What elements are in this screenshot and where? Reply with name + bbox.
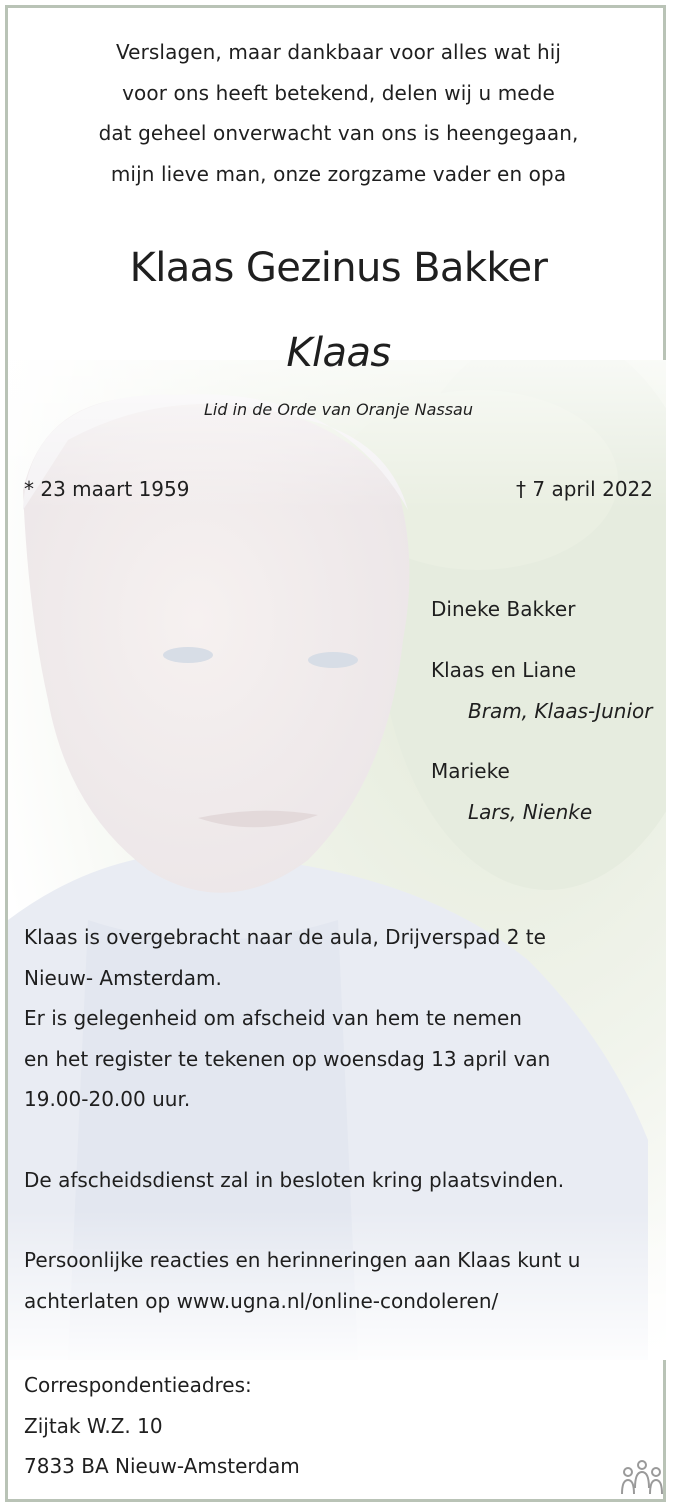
correspondence-street: Zijtak W.Z. 10	[24, 1413, 163, 1438]
people-group-icon	[620, 1458, 664, 1502]
family-spouse: Dineke Bakker	[431, 597, 576, 621]
condolence-line: Persoonlijke reacties en herinneringen aan Klaas kunt u	[24, 1248, 581, 1272]
condolence-text	[24, 1240, 664, 1321]
intro-line: voor ons heeft betekend, delen wij u mede	[122, 80, 555, 105]
viewing-details	[24, 917, 664, 1120]
viewing-line: Nieuw- Amsterdam.	[24, 965, 222, 990]
deceased-nickname: Klaas	[286, 330, 391, 376]
birth-date: * 23 maart 1959	[24, 477, 190, 501]
family-grandchildren: Lars, Nienke	[468, 800, 593, 824]
honor-text: Lid in de Orde van Oranje Nassau	[204, 400, 473, 419]
intro-line: Verslagen, maar dankbaar voor alles wat hij	[115, 40, 562, 64]
correspondence-label: Correspondentieadres:	[24, 1373, 252, 1397]
viewing-line: 19.00-20.00 uur.	[24, 1087, 191, 1111]
family-grandchildren: Bram, Klaas-Junior	[468, 699, 653, 723]
service-text: De afscheidsdienst zal in besloten kring plaatsvinden.	[24, 1168, 565, 1192]
portrait-photo	[8, 360, 666, 1360]
intro-line: mijn lieve man, onze zorgzame vader en opa	[110, 161, 567, 186]
deceased-name: Klaas Gezinus Bakker	[129, 245, 548, 291]
family-child: Klaas en Liane	[431, 658, 577, 682]
viewing-line: en het register te tekenen op woensdag 13 april van	[24, 1046, 551, 1071]
death-date: † 7 april 2022	[516, 477, 653, 501]
viewing-line: Er is gelegenheid om afscheid van hem te nemen	[24, 1006, 522, 1030]
correspondence-address	[24, 1365, 664, 1487]
condolence-line: achterlaten op www.ugna.nl/online-condoleren/	[24, 1288, 499, 1313]
intro-line: dat geheel onverwacht van ons is heengegaan,	[98, 121, 579, 145]
family-child: Marieke	[431, 759, 510, 783]
viewing-line: Klaas is overgebracht naar de aula, Drijverspad 2 te	[24, 925, 546, 949]
intro-text	[0, 32, 677, 194]
correspondence-city: 7833 BA Nieuw-Amsterdam	[24, 1454, 300, 1478]
